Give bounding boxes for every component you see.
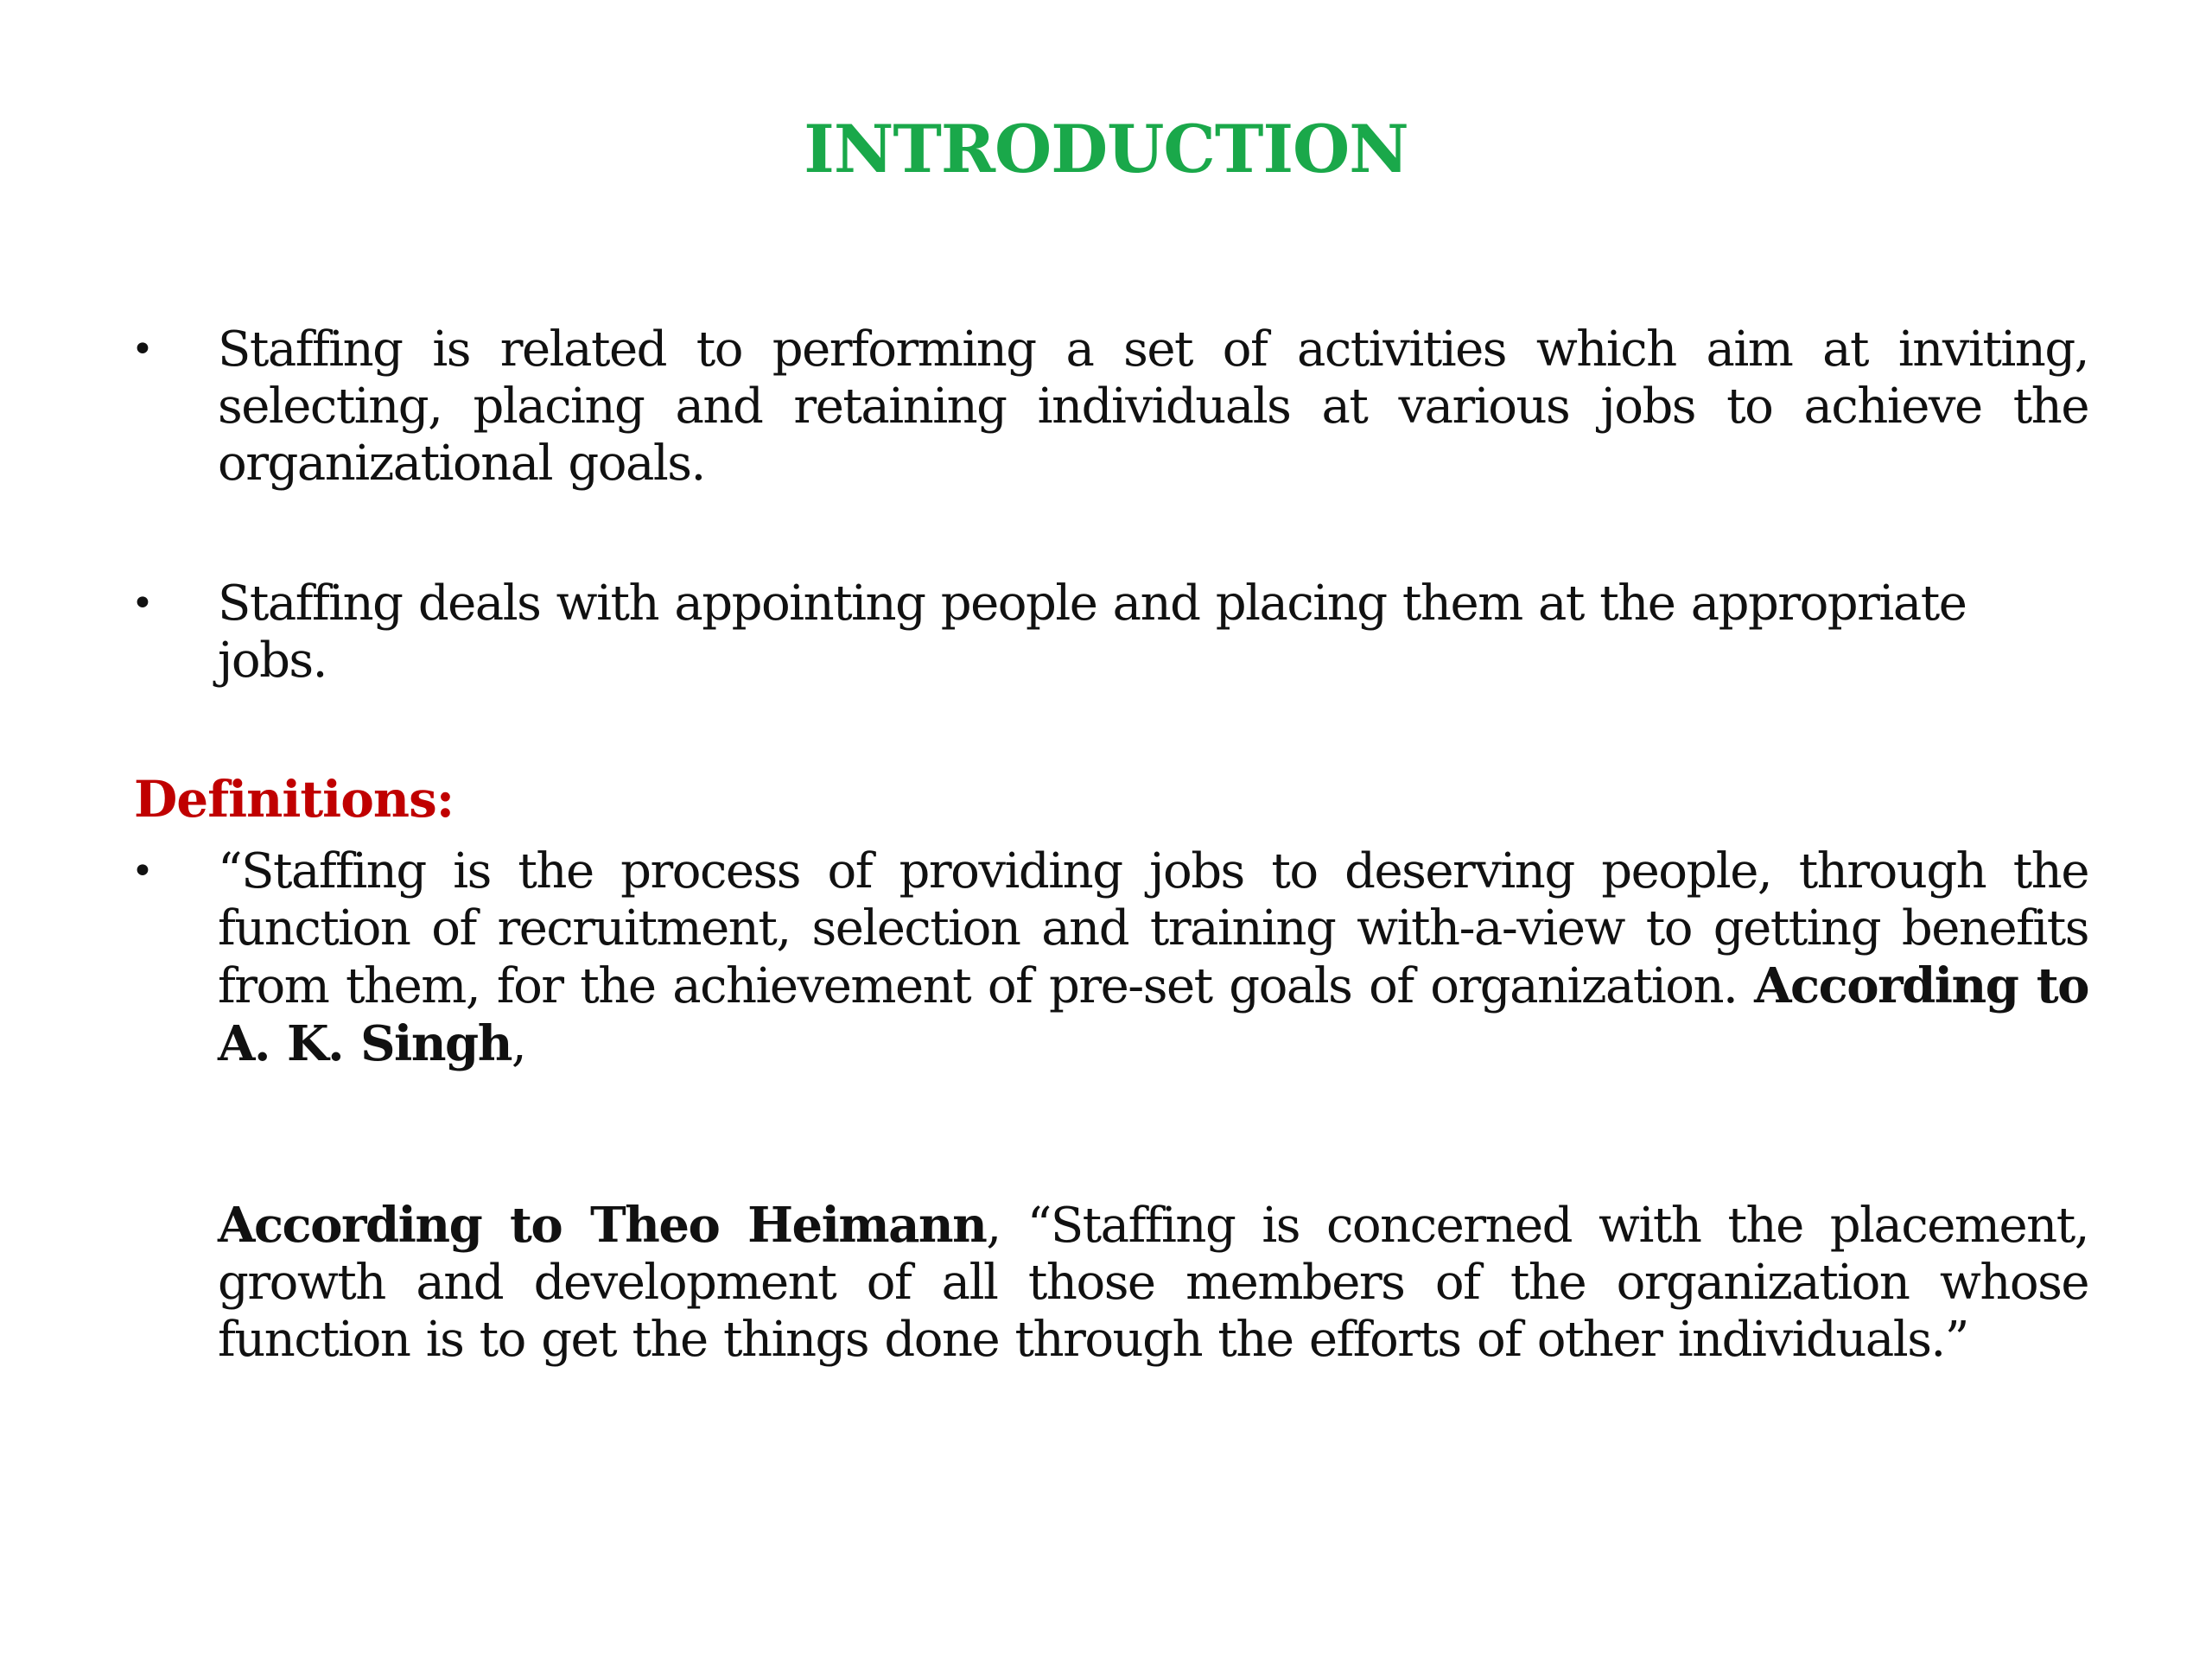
bullet-glyph: • xyxy=(131,849,154,893)
definition-1-text xyxy=(218,843,2088,1073)
definition-2-quote: “Staffing is concerned with the placement, growth and development of all those members of the organization whose function is to get the things done through the efforts of other individuals.” xyxy=(218,1198,2089,1368)
definition-2-separator: , xyxy=(986,1198,1027,1254)
definition-2-author: According to Theo Heimann xyxy=(218,1197,987,1254)
bullet-glyph: • xyxy=(131,327,154,372)
definition-item-1 xyxy=(131,843,2093,1085)
definition-1-author: According to A. K. Singh xyxy=(218,957,2089,1072)
definitions-heading: Definitions: xyxy=(134,770,454,829)
bullet-item-2 xyxy=(131,575,2093,696)
bullet-item-1 xyxy=(131,321,2093,494)
bullet-text-1: Staffing is related to performing a set of activities which aim at inviting, selecting, placing and retaining individuals at various jobs to achieve the organizational goals. xyxy=(218,321,2088,492)
definition-1-quote: “Staffing is the process of providing jobs to deserving people, through the function of recruitment, selection and training with-a-view to getting benefits from them, for the achievement of pre-set goals of organization. xyxy=(218,843,2088,1014)
definition-1-trailing: , xyxy=(511,1016,526,1072)
bullet-glyph: • xyxy=(131,582,154,626)
slide-title: INTRODUCTION xyxy=(804,111,1408,188)
definition-item-2 xyxy=(218,1197,2088,1369)
bullet-text-2: Staffing deals with appointing people and placing them at the appropriate jobs. xyxy=(218,575,1967,689)
